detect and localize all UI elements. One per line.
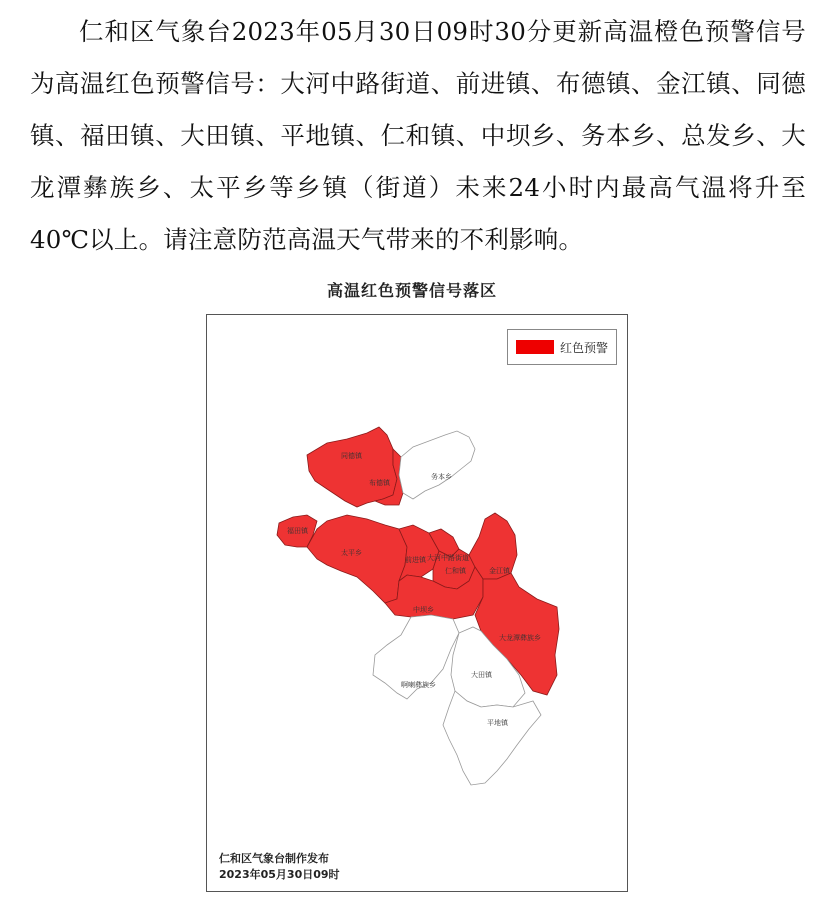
region-taiping (307, 515, 407, 603)
label-dalongtan: 大龙潭彝族乡 (499, 634, 541, 642)
label-zhongba: 中坝乡 (413, 606, 434, 614)
region-wuben (399, 431, 475, 499)
legend-red-swatch (516, 340, 554, 354)
label-jinjiang: 金江镇 (489, 567, 510, 575)
label-alayi: 啊喇彝族乡 (401, 681, 436, 689)
warning-notice-text: 仁和区气象台2023年05月30日09时30分更新高温橙色预警信号为高温红色预警信号：大河中路街道、前进镇、布德镇、金江镇、同德镇、福田镇、大田镇、平地镇、仁和镇、中坝乡、务本乡、总发乡、大龙潭彝族乡、太平乡等乡镇（街道）未来24小时内最高气温将升至40℃以上。请注意防范高温天气带来的不利影响。 (30, 17, 806, 254)
credit-issuer: 仁和区气象台制作发布 (219, 852, 329, 865)
credit-datetime: 2023年05月30日09时 (219, 868, 340, 881)
label-tongde: 同德镇 (341, 452, 362, 460)
region-tongde (307, 427, 397, 507)
map-title: 高温红色预警信号落区 (326, 281, 497, 300)
label-bude: 布德镇 (369, 479, 390, 487)
warning-map (207, 315, 627, 891)
label-pingdi: 平地镇 (487, 719, 508, 727)
label-dahezhonglu: 大河中路街道 (427, 554, 469, 562)
label-qianjin: 前进镇 (405, 556, 426, 564)
legend-label: 红色预警 (560, 340, 609, 355)
label-taiping: 太平乡 (341, 549, 362, 557)
map-credit (219, 851, 340, 883)
label-futian: 福田镇 (287, 527, 308, 535)
warning-map-frame (206, 314, 628, 892)
label-renhe: 仁和镇 (445, 567, 466, 575)
map-legend (507, 329, 617, 365)
label-wuben: 务本乡 (431, 473, 452, 481)
label-datian: 大田镇 (471, 671, 492, 679)
